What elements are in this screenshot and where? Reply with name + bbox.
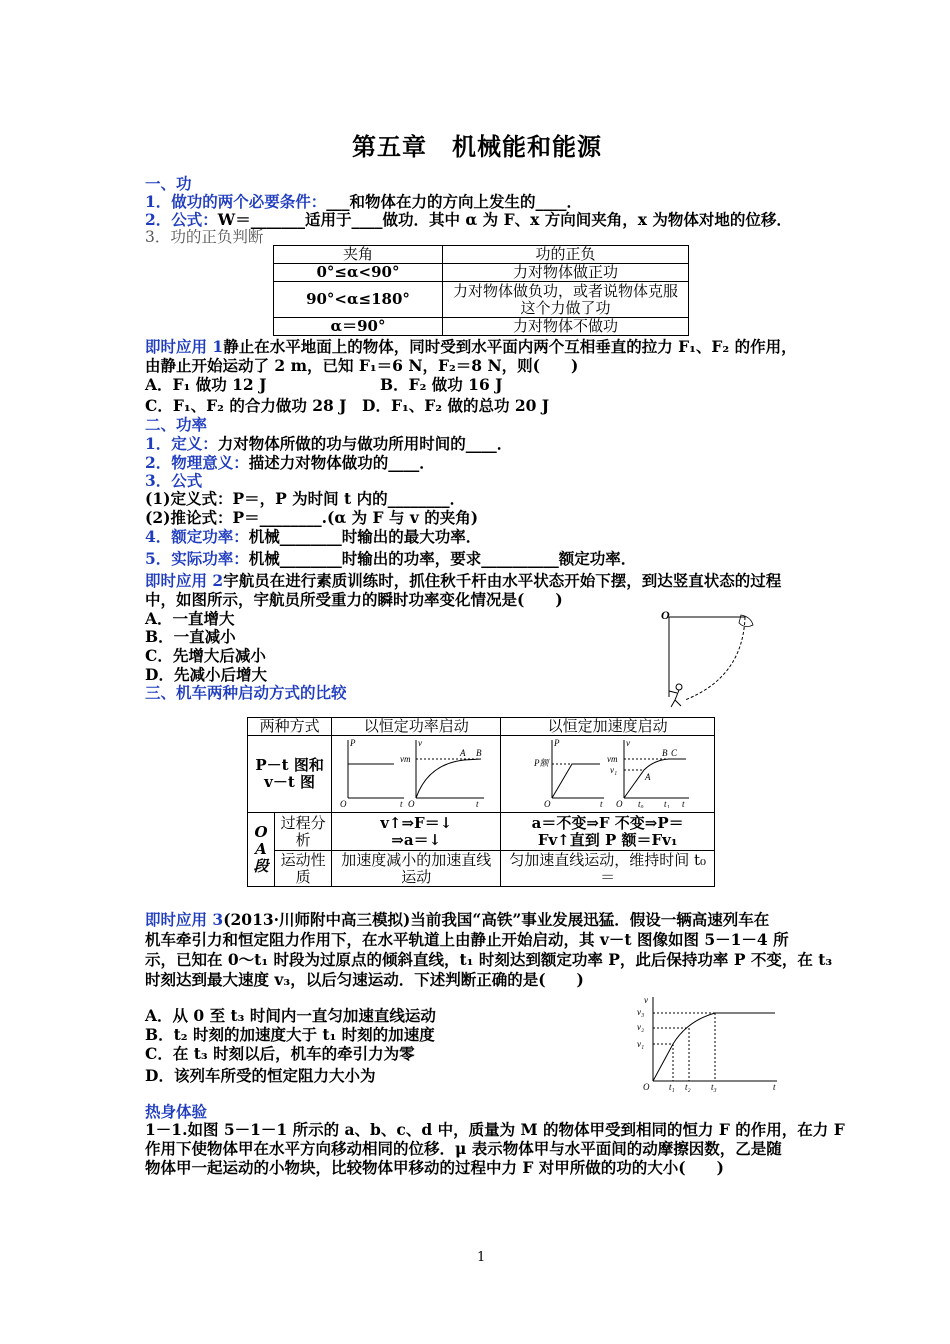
table-cell: α＝90° — [274, 318, 443, 336]
section-3-heading: 三、机车两种启动方式的比较 — [145, 683, 347, 702]
warmup-heading: 热身体验 — [145, 1102, 208, 1121]
graph-label: t₁ — [663, 799, 670, 808]
graph-label: t₃ — [711, 1082, 717, 1092]
graph-label: O — [615, 799, 623, 808]
work-sign-table — [273, 245, 689, 336]
section-1-heading: 一、功 — [145, 174, 192, 193]
graph-label: P — [553, 738, 560, 748]
graph-label: O — [408, 799, 415, 808]
graph-label: t₁ — [669, 1082, 675, 1092]
app1-option-a: A．F₁ 做功 12 J — [145, 375, 267, 394]
table-header: 夹角 — [274, 246, 443, 264]
graph-label: t — [681, 799, 685, 808]
app3-line4: 时刻达到最大速度 v₃，以后匀速运动．下述判断正确的是( ) — [145, 970, 584, 989]
table-cell: 加速度减小的加速直线运动 — [332, 851, 501, 887]
train-vt-graph — [635, 993, 785, 1093]
table-cell: 匀加速直线运动，维持时间 t₀＝ — [501, 851, 715, 887]
constant-power-graphs — [332, 736, 501, 813]
table-header: 以恒定加速度启动 — [501, 718, 715, 736]
graph-label: B — [661, 748, 668, 758]
graph-label: C — [670, 748, 677, 758]
graph-label: A — [460, 748, 466, 758]
s1-line1: 1．做功的两个必要条件：___和物体在力的方向上发生的____． — [145, 192, 583, 211]
app1-option-b: B．F₂ 做功 16 J — [380, 375, 503, 394]
app3-option-a: A．从 0 至 t₃ 时间内一直匀加速直线运动 — [145, 1006, 436, 1025]
s1-line3: 3．功的正负判断 — [145, 228, 264, 246]
s2-line6: 4．额定功率：机械________时输出的最大功率． — [145, 527, 482, 546]
app3-option-d: D．该列车所受的恒定阻力大小为 — [145, 1066, 376, 1085]
s2-line1: 1．定义：力对物体所做的功与做功所用时间的____． — [145, 434, 513, 453]
warmup-line2: 作用下使物体甲在水平方向移动相同的位移．μ 表示物体甲与水平面间的动摩擦因数，乙是随 — [145, 1139, 782, 1158]
table-cell: P－t 图和 v－t 图 — [248, 736, 332, 813]
s2-line4: (1)定义式：P＝，P 为时间 t 内的________． — [145, 489, 466, 508]
app2-line1: 即时应用 2宇航员在进行素质训练时，抓住秋千杆由水平状态开始下摆，到达竖直状态的过程 — [145, 571, 782, 590]
app2-option-a: A．一直增大 — [145, 609, 235, 628]
s2-line7: 5．实际功率：机械________时输出的功率，要求__________额定功率． — [145, 549, 637, 568]
graph-label: P — [350, 738, 356, 748]
graph-label: v — [418, 738, 423, 748]
app1-line1: 即时应用 1静止在水平地面上的物体，同时受到水平面内两个互相垂直的拉力 F₁、F₂ 的作用， — [145, 337, 797, 356]
graph-label: t₀ — [637, 799, 644, 808]
table-cell: 90°<α≤180° — [274, 282, 443, 318]
graph-label: t — [773, 1082, 776, 1092]
warmup-line1: 1－1.如图 5－1－1 所示的 a、b、c、d 中，质量为 M 的物体甲受到相同的恒力 F 的作用，在力 F — [145, 1120, 845, 1139]
page-number: 1 — [477, 1250, 486, 1265]
graph-label: O — [543, 799, 551, 808]
graph-label: v — [644, 995, 648, 1005]
app1-line2: 由静止开始运动了 2 m，已知 F₁＝6 N，F₂＝8 N，则( ) — [145, 356, 579, 375]
s2-line5: (2)推论式：P＝________.(α 为 F 与 v 的夹角) — [145, 508, 479, 527]
s2-line3: 3．公式 — [145, 471, 203, 490]
app1-option-cd: C．F₁、F₂ 的合力做功 28 J D．F₁、F₂ 做的总功 20 J — [145, 396, 550, 415]
app2-option-d: D．先减小后增大 — [145, 665, 267, 684]
table-cell: 力对物体不做功 — [443, 318, 689, 336]
table-header: 两种方式 — [248, 718, 332, 736]
table-cell: a＝不变⇒F 不变⇒P＝ Fv↑直到 P 额＝Fv₁ — [501, 813, 715, 851]
app2-option-b: B．一直减小 — [145, 627, 236, 646]
table-cell: 0°≤α<90° — [274, 264, 443, 282]
table-cell: 力对物体做负功，或者说物体克服这个力做了功 — [443, 282, 689, 318]
table-header: 以恒定功率启动 — [332, 718, 501, 736]
graph-label: B — [476, 748, 482, 758]
table-cell: 力对物体做正功 — [443, 264, 689, 282]
graph-label: t — [599, 799, 603, 808]
s1-line2: 2．公式：W＝_______适用于____做功．其中 α 为 F、x 方向间夹角，x 为物体对地的位移． — [145, 210, 792, 229]
table-cell: O A 段 — [248, 813, 275, 887]
graph-label: P额 — [533, 758, 549, 768]
chapter-title: 第五章 机械能和能源 — [352, 132, 602, 161]
swing-figure — [655, 605, 770, 710]
graph-label: t — [476, 799, 479, 808]
graph-label: v₂ — [637, 1022, 645, 1032]
s2-line2: 2．物理意义：描述力对物体做功的____． — [145, 453, 435, 472]
table-cell: 过程分析 — [275, 813, 332, 851]
graph-label: vm — [400, 754, 411, 764]
constant-acceleration-graphs — [501, 736, 715, 813]
table-cell: v↑⇒F＝↓ ⇒a＝↓ — [332, 813, 501, 851]
table-header: 功的正负 — [443, 246, 689, 264]
startup-table — [247, 717, 715, 887]
graph-label: O — [340, 799, 347, 808]
table-cell: 运动性质 — [275, 851, 332, 887]
warmup-line3: 物体甲一起运动的小物块，比较物体甲移动的过程中力 F 对甲所做的功的大小( ) — [145, 1158, 724, 1177]
app2-line2: 中，如图所示，宇航员所受重力的瞬时功率变化情况是( ) — [145, 590, 563, 609]
app3-option-b: B．t₂ 时刻的加速度大于 t₁ 时刻的加速度 — [145, 1025, 435, 1044]
graph-label: t — [400, 799, 403, 808]
app3-line1: 即时应用 3(2013·川师附中高三模拟)当前我国“高铁”事业发展迅猛．假设一辆高速列车在 — [145, 910, 770, 929]
graph-label: v₃ — [637, 1007, 645, 1017]
app3-line3: 示，已知在 0～t₁ 时段为过原点的倾斜直线，t₁ 时刻达到额定功率 P，此后保持功率 P 不变，在 t₃ — [145, 950, 833, 969]
graph-label: v₁ — [637, 1039, 645, 1049]
app3-line2: 机车牵引力和恒定阻力作用下，在水平轨道上由静止开始启动，其 v－t 图像如图 5－1－4 所 — [145, 930, 789, 949]
swing-origin-label: O — [661, 608, 670, 622]
graph-label: v — [625, 738, 630, 748]
graph-label: t₂ — [685, 1082, 691, 1092]
graph-label: O — [643, 1082, 650, 1092]
graph-label: v₁ — [609, 765, 617, 775]
graph-label: vm — [606, 754, 618, 764]
app3-option-c: C．在 t₃ 时刻以后，机车的牵引力为零 — [145, 1044, 415, 1063]
graph-label: A — [644, 772, 651, 782]
section-2-heading: 二、功率 — [145, 415, 208, 434]
app2-option-c: C．先增大后减小 — [145, 646, 266, 665]
